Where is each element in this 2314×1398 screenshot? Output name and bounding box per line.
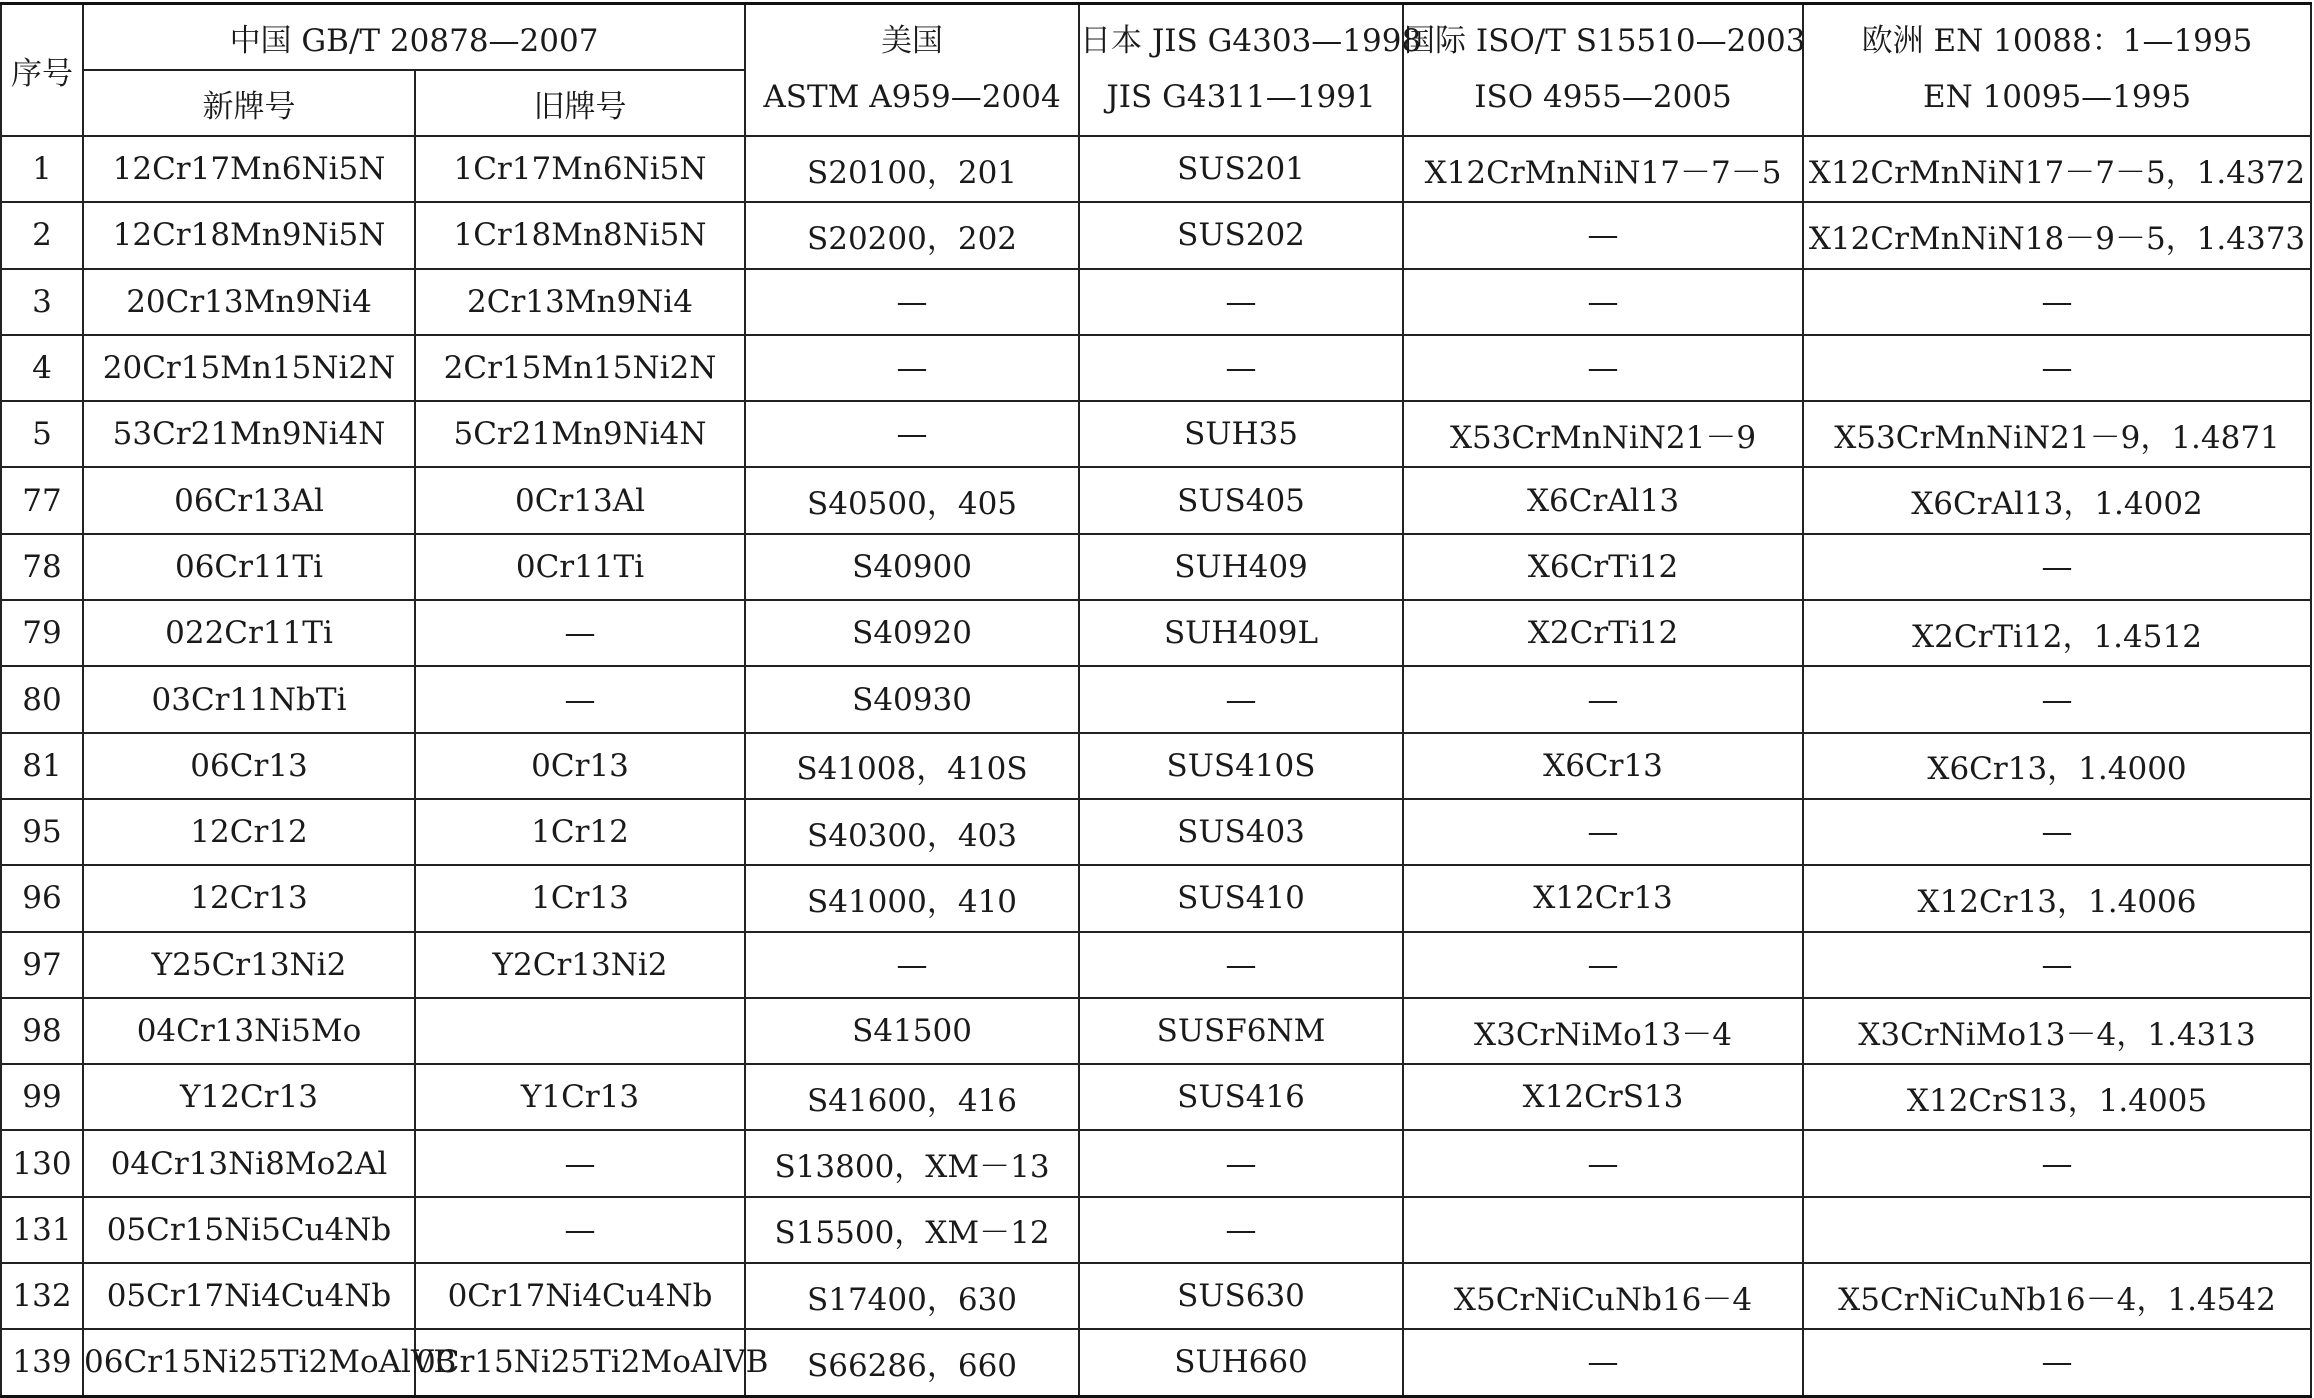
cell-iso: X6Cr13 — [1403, 733, 1803, 799]
cell-iso: X12Cr13 — [1403, 865, 1803, 931]
cell-usa: S40930 — [745, 666, 1079, 732]
cell-old-grade: 2Cr15Mn15Ni2N — [415, 335, 745, 401]
cell-new-grade: 04Cr13Ni8Mo2Al — [83, 1130, 415, 1196]
cell-old-grade: — — [415, 1130, 745, 1196]
header-row-1 — [1, 4, 2311, 71]
cell-usa: — — [745, 401, 1079, 467]
cell-old-grade — [415, 998, 745, 1064]
header-usa-line2: ASTM A959—2004 — [763, 79, 1061, 115]
table-row — [1, 467, 2311, 533]
cell-usa: S40900 — [745, 534, 1079, 600]
cell-new-grade: 06Cr15Ni25Ti2MoAlVB — [83, 1329, 415, 1396]
cell-iso: — — [1403, 932, 1803, 998]
cell-iso: X6CrTi12 — [1403, 534, 1803, 600]
cell-usa: S40300，403 — [745, 799, 1079, 865]
cell-new-grade: 05Cr15Ni5Cu4Nb — [83, 1197, 415, 1263]
cell-japan: — — [1079, 666, 1403, 732]
table-row — [1, 1064, 2311, 1130]
cell-europe: — — [1803, 799, 2311, 865]
cell-japan: SUSF6NM — [1079, 998, 1403, 1064]
cell-usa: S41008，410S — [745, 733, 1079, 799]
cell-new-grade: 53Cr21Mn9Ni4N — [83, 401, 415, 467]
cell-usa: S15500，XM－12 — [745, 1197, 1079, 1263]
cell-new-grade: 12Cr18Mn9Ni5N — [83, 202, 415, 268]
cell-iso: — — [1403, 335, 1803, 401]
table-row — [1, 136, 2311, 202]
header-japan — [1079, 4, 1422, 137]
cell-new-grade: 12Cr17Mn6Ni5N — [83, 136, 415, 202]
header-usa — [745, 4, 1079, 137]
cell-europe: X12CrMnNiN17－7－5，1.4372 — [1803, 136, 2311, 202]
cell-usa: S41000，410 — [745, 865, 1079, 931]
cell-old-grade: — — [415, 600, 745, 666]
cell-iso: X2CrTi12 — [1403, 600, 1803, 666]
table-row — [1, 865, 2311, 931]
cell-europe: — — [1803, 666, 2311, 732]
cell-new-grade: 05Cr17Ni4Cu4Nb — [83, 1263, 415, 1329]
cell-japan: SUS403 — [1079, 799, 1403, 865]
cell-iso: — — [1403, 269, 1803, 335]
cell-usa: S13800，XM－13 — [745, 1130, 1079, 1196]
cell-seq: 97 — [1, 932, 83, 998]
cell-europe: X3CrNiMo13－4，1.4313 — [1803, 998, 2311, 1064]
cell-seq: 1 — [1, 136, 83, 202]
cell-iso: X3CrNiMo13－4 — [1403, 998, 1803, 1064]
cell-japan: SUS410 — [1079, 865, 1403, 931]
cell-seq: 130 — [1, 1130, 83, 1196]
cell-japan: SUS405 — [1079, 467, 1403, 533]
cell-europe: X53CrMnNiN21－9，1.4871 — [1803, 401, 2311, 467]
cell-new-grade: 06Cr13 — [83, 733, 415, 799]
cell-seq: 98 — [1, 998, 83, 1064]
cell-japan: — — [1079, 1130, 1403, 1196]
cell-europe: X2CrTi12，1.4512 — [1803, 600, 2311, 666]
cell-seq: 78 — [1, 534, 83, 600]
cell-japan: SUS201 — [1079, 136, 1403, 202]
cell-seq: 95 — [1, 799, 83, 865]
cell-europe: — — [1803, 335, 2311, 401]
cell-europe: — — [1803, 269, 2311, 335]
cell-europe — [1803, 1197, 2311, 1263]
cell-old-grade: Y1Cr13 — [415, 1064, 745, 1130]
cell-europe: X5CrNiCuNb16－4，1.4542 — [1803, 1263, 2311, 1329]
cell-seq: 99 — [1, 1064, 83, 1130]
cell-usa: S66286，660 — [745, 1329, 1079, 1396]
cell-old-grade: — — [415, 666, 745, 732]
cell-iso: — — [1403, 666, 1803, 732]
cell-japan: SUS410S — [1079, 733, 1403, 799]
cell-usa: — — [745, 269, 1079, 335]
cell-seq: 132 — [1, 1263, 83, 1329]
cell-old-grade: 0Cr17Ni4Cu4Nb — [415, 1263, 745, 1329]
cell-usa: S40920 — [745, 600, 1079, 666]
cell-seq: 131 — [1, 1197, 83, 1263]
cell-europe: X6CrAl13，1.4002 — [1803, 467, 2311, 533]
cell-usa: S20200，202 — [745, 202, 1079, 268]
header-old-grade: 旧牌号 — [415, 70, 745, 136]
table-row — [1, 600, 2311, 666]
table-row — [1, 1130, 2311, 1196]
cell-old-grade: 5Cr21Mn9Ni4N — [415, 401, 745, 467]
cell-old-grade: 0Cr11Ti — [415, 534, 745, 600]
cell-japan: SUH35 — [1079, 401, 1403, 467]
cell-new-grade: 20Cr15Mn15Ni2N — [83, 335, 415, 401]
cell-usa: S40500，405 — [745, 467, 1079, 533]
table-row — [1, 1263, 2311, 1329]
cell-iso: X53CrMnNiN21－9 — [1403, 401, 1803, 467]
cell-new-grade: 20Cr13Mn9Ni4 — [83, 269, 415, 335]
cell-old-grade: 0Cr13 — [415, 733, 745, 799]
cell-old-grade: 1Cr12 — [415, 799, 745, 865]
cell-japan: — — [1079, 335, 1403, 401]
cell-japan: — — [1079, 932, 1403, 998]
cell-usa: S41500 — [745, 998, 1079, 1064]
table-row — [1, 534, 2311, 600]
cell-japan: SUH409L — [1079, 600, 1403, 666]
cell-new-grade: 06Cr11Ti — [83, 534, 415, 600]
table-row — [1, 733, 2311, 799]
cell-new-grade: 12Cr13 — [83, 865, 415, 931]
cell-europe: — — [1803, 1329, 2311, 1396]
header-new-grade: 新牌号 — [83, 70, 415, 136]
cell-old-grade: 1Cr17Mn6Ni5N — [415, 136, 745, 202]
cell-europe: — — [1803, 534, 2311, 600]
cell-iso: X12CrS13 — [1403, 1064, 1803, 1130]
cell-new-grade: Y25Cr13Ni2 — [83, 932, 415, 998]
header-usa-line1: 美国 — [881, 23, 944, 59]
cell-old-grade: 2Cr13Mn9Ni4 — [415, 269, 745, 335]
cell-seq: 80 — [1, 666, 83, 732]
cell-japan: SUS416 — [1079, 1064, 1403, 1130]
cell-iso: X12CrMnNiN17－7－5 — [1403, 136, 1803, 202]
cell-iso: — — [1403, 1130, 1803, 1196]
cell-japan: SUH409 — [1079, 534, 1403, 600]
cell-old-grade: — — [415, 1197, 745, 1263]
cell-iso: X5CrNiCuNb16－4 — [1403, 1263, 1803, 1329]
cell-europe: — — [1803, 1130, 2311, 1196]
cell-seq: 4 — [1, 335, 83, 401]
cell-japan: SUS630 — [1079, 1263, 1403, 1329]
cell-old-grade: 0Cr15Ni25Ti2MoAlVB — [415, 1329, 745, 1396]
cell-usa: — — [745, 335, 1079, 401]
cell-new-grade: 04Cr13Ni5Mo — [83, 998, 415, 1064]
cell-europe: X12Cr13，1.4006 — [1803, 865, 2311, 931]
cell-iso: — — [1403, 1329, 1803, 1396]
cell-europe: X12CrS13，1.4005 — [1803, 1064, 2311, 1130]
cell-old-grade: 0Cr13Al — [415, 467, 745, 533]
table-row — [1, 202, 2311, 268]
header-japan-line1: 日本 JIS G4303—1998 — [1080, 23, 1422, 59]
cell-new-grade: 022Cr11Ti — [83, 600, 415, 666]
cell-new-grade: 03Cr11NbTi — [83, 666, 415, 732]
cell-iso: — — [1403, 202, 1803, 268]
header-europe — [1803, 4, 2311, 137]
table-row — [1, 932, 2311, 998]
table-row — [1, 269, 2311, 335]
cell-usa: S41600，416 — [745, 1064, 1079, 1130]
header-europe-line1: 欧洲 EN 10088：1—1995 — [1861, 23, 2253, 59]
table-row — [1, 666, 2311, 732]
cell-seq: 96 — [1, 865, 83, 931]
cell-seq: 77 — [1, 467, 83, 533]
header-iso-line1: 国际 ISO/T S15510—2003 — [1404, 23, 1806, 59]
cell-seq: 5 — [1, 401, 83, 467]
cell-new-grade: 06Cr13Al — [83, 467, 415, 533]
cell-iso: X6CrAl13 — [1403, 467, 1803, 533]
header-seq: 序号 — [1, 4, 83, 137]
cell-new-grade: 12Cr12 — [83, 799, 415, 865]
cell-japan: SUH660 — [1079, 1329, 1403, 1396]
table-row — [1, 335, 2311, 401]
table-row — [1, 998, 2311, 1064]
table-row — [1, 1329, 2311, 1396]
cell-old-grade: Y2Cr13Ni2 — [415, 932, 745, 998]
cell-europe: X6Cr13，1.4000 — [1803, 733, 2311, 799]
table-row — [1, 401, 2311, 467]
cell-usa: S20100，201 — [745, 136, 1079, 202]
table-row — [1, 799, 2311, 865]
grade-comparison-table — [0, 2, 2312, 1398]
cell-seq: 2 — [1, 202, 83, 268]
cell-iso — [1403, 1197, 1803, 1263]
cell-europe: X12CrMnNiN18－9－5，1.4373 — [1803, 202, 2311, 268]
cell-seq: 3 — [1, 269, 83, 335]
table-row — [1, 1197, 2311, 1263]
cell-iso: — — [1403, 799, 1803, 865]
header-europe-line2: EN 10095—1995 — [1922, 79, 2192, 115]
header-iso — [1403, 4, 1806, 137]
cell-seq: 81 — [1, 733, 83, 799]
cell-japan: SUS202 — [1079, 202, 1403, 268]
cell-old-grade: 1Cr13 — [415, 865, 745, 931]
cell-new-grade: Y12Cr13 — [83, 1064, 415, 1130]
cell-usa: — — [745, 932, 1079, 998]
cell-seq: 139 — [1, 1329, 83, 1396]
cell-japan: — — [1079, 269, 1403, 335]
cell-japan: — — [1079, 1197, 1403, 1263]
cell-old-grade: 1Cr18Mn8Ni5N — [415, 202, 745, 268]
header-iso-line2: ISO 4955—2005 — [1474, 79, 1732, 115]
header-japan-line2: JIS G4311—1991 — [1106, 79, 1376, 115]
cell-europe: — — [1803, 932, 2311, 998]
cell-seq: 79 — [1, 600, 83, 666]
header-china-group: 中国 GB/T 20878—2007 — [83, 4, 745, 71]
cell-usa: S17400，630 — [745, 1263, 1079, 1329]
